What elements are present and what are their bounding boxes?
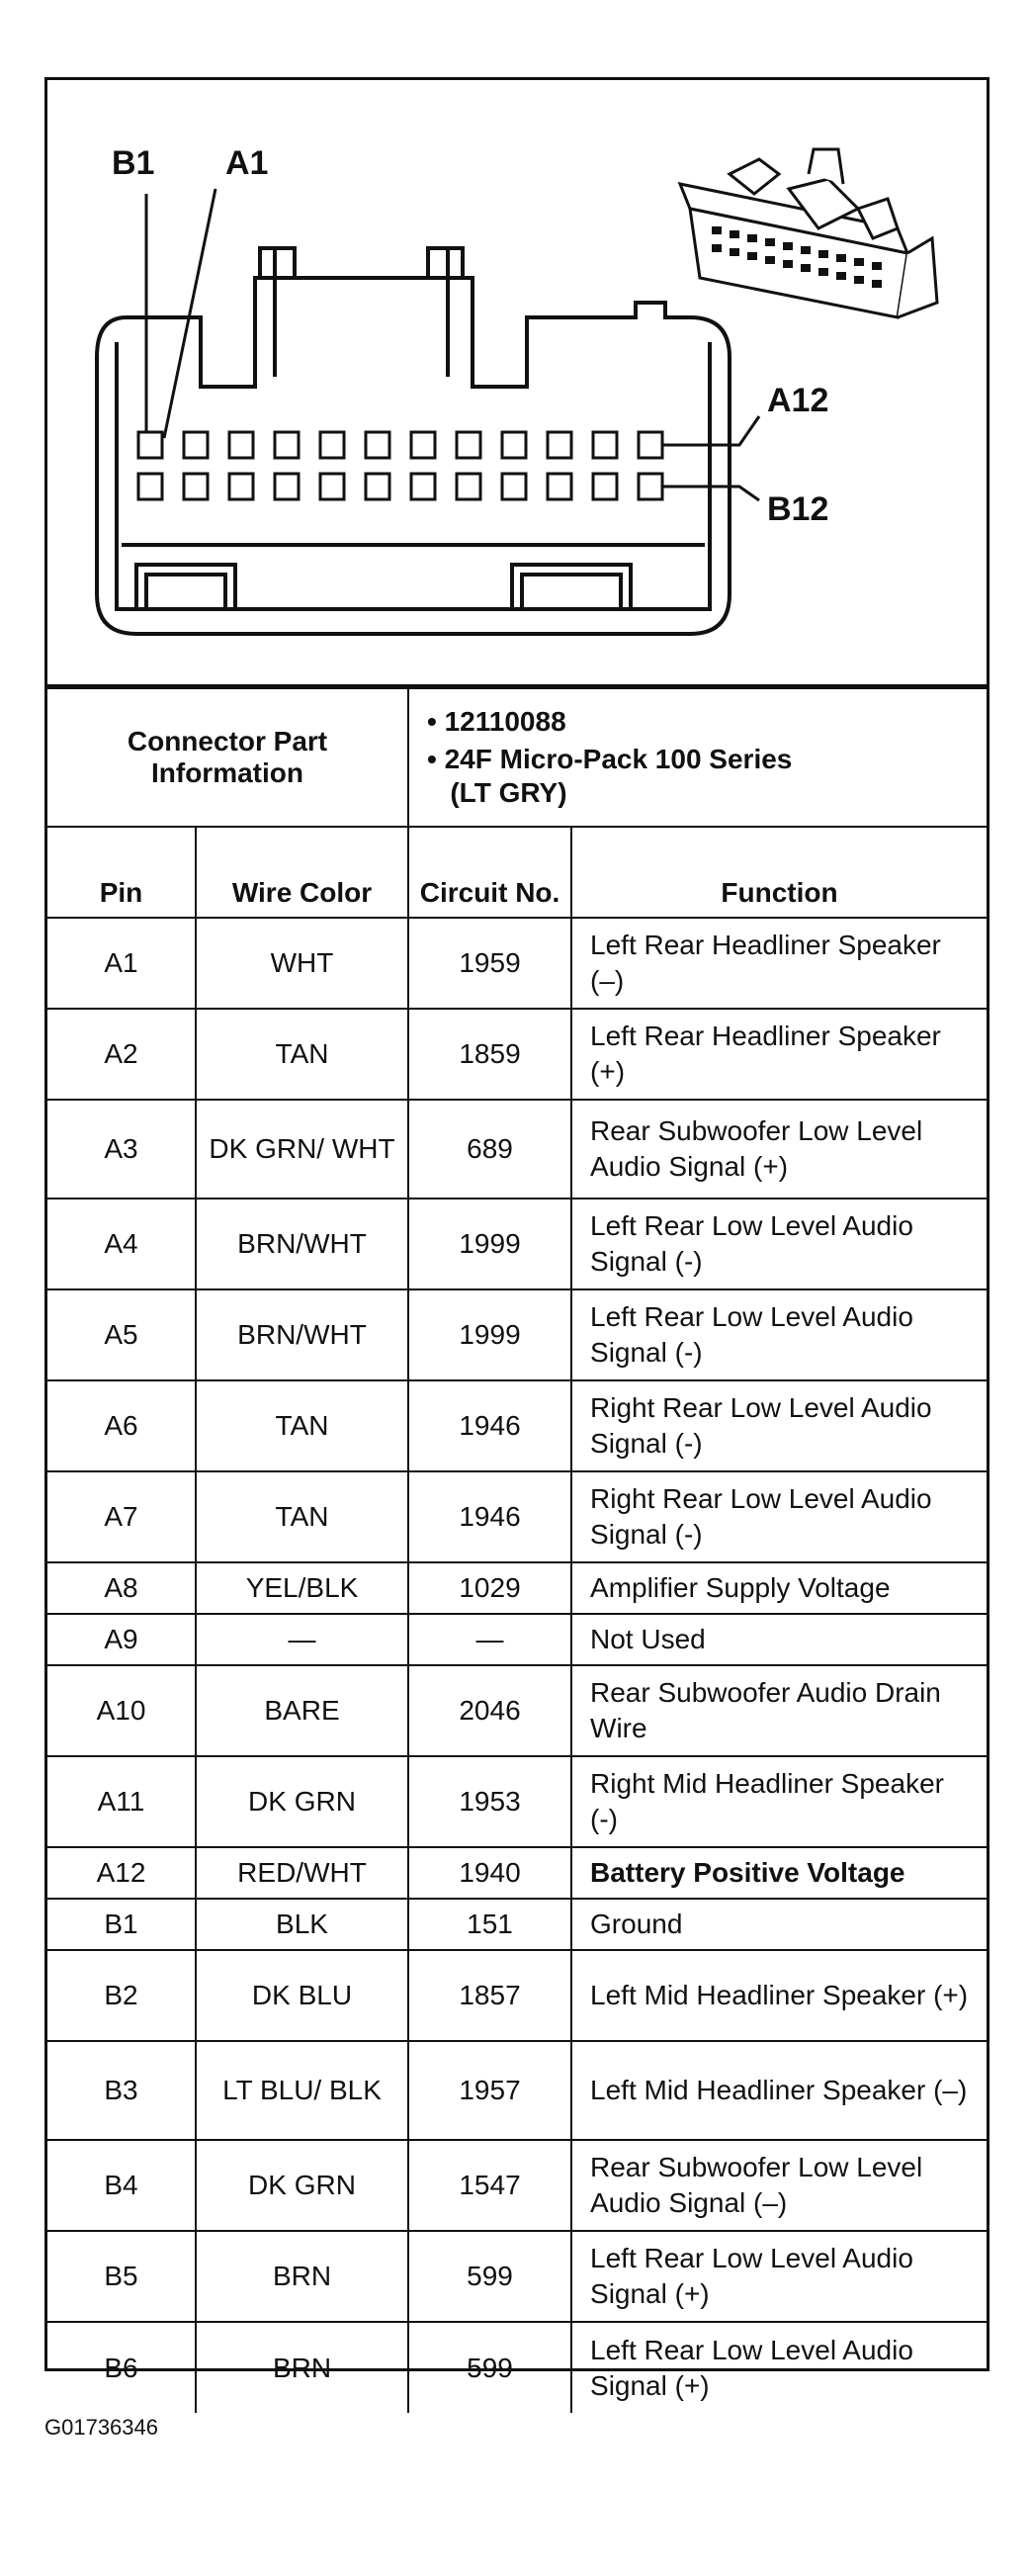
connector-series: • 24F Micro-Pack 100 Series (LT GRY) (427, 744, 793, 808)
callout-a12: A12 (767, 382, 829, 419)
table-row (47, 1950, 987, 2041)
pin-cell: A6 (47, 1380, 196, 1471)
circuit-cell: 1547 (408, 2140, 571, 2231)
circuit-cell: 1946 (408, 1471, 571, 1562)
function-cell: Rear Subwoofer Low Level Audio Signal (–) (571, 2140, 987, 2231)
pin-cell: A9 (47, 1614, 196, 1665)
column-header-row (47, 827, 987, 918)
connector-info-label: Connector Part Information (47, 688, 408, 827)
function-cell: Right Rear Low Level Audio Signal (-) (571, 1380, 987, 1471)
figure-code: G01736346 (44, 2415, 158, 2440)
pin-cell: A3 (47, 1100, 196, 1199)
function-cell: Left Rear Headliner Speaker (+) (571, 1009, 987, 1100)
function-cell: Ground (571, 1899, 987, 1950)
circuit-cell: 1999 (408, 1289, 571, 1380)
col-header-wire-color: Wire Color (196, 827, 408, 918)
pin-cell: B6 (47, 2322, 196, 2413)
part-number: • 12110088 (427, 706, 566, 737)
pin-cell: A11 (47, 1756, 196, 1847)
wire-color-cell: DK GRN (196, 1756, 408, 1847)
pin-cell: B1 (47, 1899, 196, 1950)
pin-cell: A2 (47, 1009, 196, 1100)
circuit-cell: 1859 (408, 1009, 571, 1100)
wire-color-cell: BRN/WHT (196, 1289, 408, 1380)
wire-color-cell: DK GRN (196, 2140, 408, 2231)
wire-color-cell: WHT (196, 918, 408, 1009)
table-row (47, 1009, 987, 1100)
circuit-cell: 1999 (408, 1199, 571, 1289)
pin-cell: B4 (47, 2140, 196, 2231)
pin-cell: A10 (47, 1665, 196, 1756)
function-cell: Amplifier Supply Voltage (571, 1562, 987, 1614)
function-cell: Right Rear Low Level Audio Signal (-) (571, 1471, 987, 1562)
table-row (47, 1665, 987, 1756)
circuit-cell: 1857 (408, 1950, 571, 2041)
pin-cell: A5 (47, 1289, 196, 1380)
table-row (47, 2231, 987, 2322)
circuit-cell: 151 (408, 1899, 571, 1950)
pinout-table (47, 687, 987, 2413)
function-cell: Left Rear Low Level Audio Signal (-) (571, 1289, 987, 1380)
circuit-cell: 1953 (408, 1756, 571, 1847)
function-cell: Left Rear Low Level Audio Signal (-) (571, 1199, 987, 1289)
pin-cell: A12 (47, 1847, 196, 1899)
pin-cell: B2 (47, 1950, 196, 2041)
pin-cell: A7 (47, 1471, 196, 1562)
connector-info-details (408, 688, 987, 827)
function-cell: Battery Positive Voltage (571, 1847, 987, 1899)
wire-color-cell: RED/WHT (196, 1847, 408, 1899)
wire-color-cell: TAN (196, 1380, 408, 1471)
pin-cell: A4 (47, 1199, 196, 1289)
wire-color-cell: — (196, 1614, 408, 1665)
table-row (47, 1471, 987, 1562)
circuit-cell: 1957 (408, 2041, 571, 2140)
connector-drawing (47, 80, 987, 687)
wire-color-cell: DK BLU (196, 1950, 408, 2041)
table-row (47, 1614, 987, 1665)
circuit-cell: — (408, 1614, 571, 1665)
wire-color-cell: BLK (196, 1899, 408, 1950)
circuit-cell: 1940 (408, 1847, 571, 1899)
wire-color-cell: TAN (196, 1471, 408, 1562)
wire-color-cell: BRN (196, 2231, 408, 2322)
function-cell: Rear Subwoofer Low Level Audio Signal (+) (571, 1100, 987, 1199)
col-header-pin: Pin (47, 827, 196, 918)
table-row (47, 2322, 987, 2413)
wire-color-cell: BRN/WHT (196, 1199, 408, 1289)
wire-color-cell: LT BLU/ BLK (196, 2041, 408, 2140)
connector-sheet (44, 77, 989, 2401)
table-row (47, 1380, 987, 1471)
callout-b12: B12 (767, 490, 829, 528)
wire-color-cell: BARE (196, 1665, 408, 1756)
connector-info-row (47, 688, 987, 827)
pin-cell: B5 (47, 2231, 196, 2322)
pin-cell: B3 (47, 2041, 196, 2140)
function-cell: Right Mid Headliner Speaker (-) (571, 1756, 987, 1847)
col-header-function: Function (571, 827, 987, 918)
col-header-circuit-no: Circuit No. (408, 827, 571, 918)
circuit-cell: 1959 (408, 918, 571, 1009)
circuit-cell: 599 (408, 2231, 571, 2322)
table-row (47, 1899, 987, 1950)
wire-color-cell: TAN (196, 1009, 408, 1100)
function-cell: Rear Subwoofer Audio Drain Wire (571, 1665, 987, 1756)
table-row (47, 2041, 987, 2140)
circuit-cell: 1029 (408, 1562, 571, 1614)
pin-cell: A1 (47, 918, 196, 1009)
wire-color-cell: BRN (196, 2322, 408, 2413)
table-row (47, 1756, 987, 1847)
table-row (47, 1562, 987, 1614)
function-cell: Left Rear Low Level Audio Signal (+) (571, 2231, 987, 2322)
function-cell: Not Used (571, 1614, 987, 1665)
function-cell: Left Rear Headliner Speaker (–) (571, 918, 987, 1009)
table-row (47, 2140, 987, 2231)
table-row (47, 1199, 987, 1289)
wire-color-cell: YEL/BLK (196, 1562, 408, 1614)
circuit-cell: 689 (408, 1100, 571, 1199)
circuit-cell: 599 (408, 2322, 571, 2413)
function-cell: Left Mid Headliner Speaker (+) (571, 1950, 987, 2041)
callout-b1: B1 (112, 144, 155, 182)
pin-cell: A8 (47, 1562, 196, 1614)
circuit-cell: 1946 (408, 1380, 571, 1471)
function-cell: Left Mid Headliner Speaker (–) (571, 2041, 987, 2140)
table-row (47, 1847, 987, 1899)
callout-a1: A1 (225, 144, 269, 182)
table-row (47, 1100, 987, 1199)
wire-color-cell: DK GRN/ WHT (196, 1100, 408, 1199)
table-row (47, 918, 987, 1009)
connector-diagram (47, 80, 987, 687)
table-row (47, 1289, 987, 1380)
function-cell: Left Rear Low Level Audio Signal (+) (571, 2322, 987, 2413)
circuit-cell: 2046 (408, 1665, 571, 1756)
